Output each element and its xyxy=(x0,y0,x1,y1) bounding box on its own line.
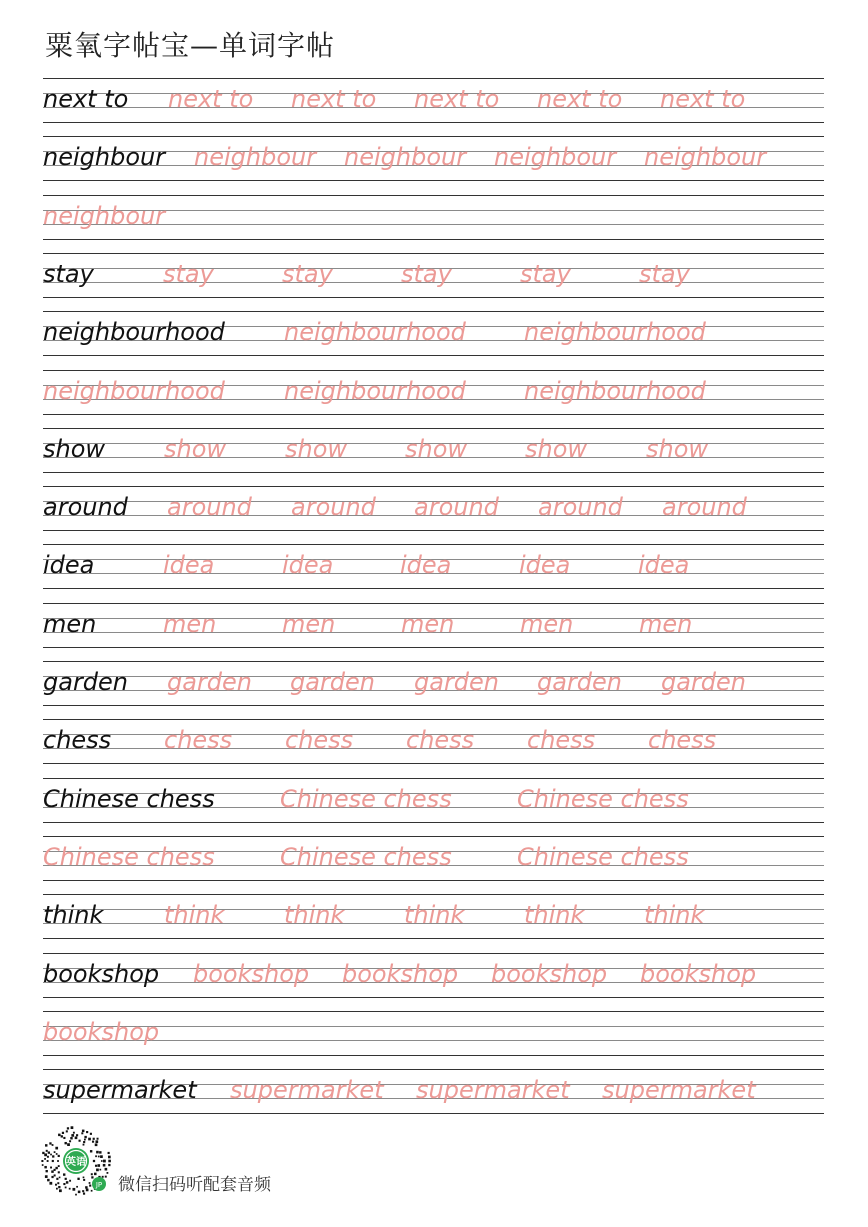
trace-word: neighbour xyxy=(494,143,617,172)
writing-row xyxy=(43,486,824,530)
trace-word: garden xyxy=(537,668,623,696)
trace-word: stay xyxy=(639,259,690,288)
writing-row xyxy=(43,1011,824,1055)
guide-line xyxy=(43,1113,824,1114)
trace-word: stay xyxy=(520,259,571,288)
model-word: next to xyxy=(43,85,129,113)
guide-line xyxy=(43,661,824,662)
writing-row xyxy=(43,661,824,705)
guide-line xyxy=(43,822,824,823)
audio-caption: 微信扫码听配套音频 xyxy=(118,1175,271,1195)
guide-line xyxy=(43,647,824,648)
trace-word: Chinese chess xyxy=(280,784,452,813)
trace-word: bookshop xyxy=(342,959,459,988)
trace-word: bookshop xyxy=(640,959,757,988)
guide-line xyxy=(43,938,824,939)
trace-word: stay xyxy=(401,259,452,288)
page-title: 粟氧字帖宝—单词字帖 xyxy=(45,29,336,62)
writing-row xyxy=(43,370,824,414)
trace-word: think xyxy=(524,901,585,930)
guide-line xyxy=(43,239,824,240)
trace-word: Chinese chess xyxy=(517,784,689,813)
guide-line xyxy=(43,311,824,312)
trace-word: think xyxy=(644,901,705,930)
qr-corner-label: JP xyxy=(95,1181,103,1189)
guide-line xyxy=(43,414,824,415)
trace-word: chess xyxy=(648,726,717,755)
trace-word: around xyxy=(538,493,623,522)
model-word: idea xyxy=(43,551,95,580)
trace-word: idea xyxy=(282,551,334,580)
writing-row xyxy=(43,311,824,355)
writing-row xyxy=(43,603,824,647)
trace-word: idea xyxy=(400,551,452,580)
guide-line xyxy=(43,486,824,487)
guide-line xyxy=(43,953,824,954)
writing-row xyxy=(43,136,824,180)
guide-line xyxy=(43,136,824,137)
trace-word: around xyxy=(291,493,376,522)
trace-word: neighbour xyxy=(43,201,166,230)
trace-word: garden xyxy=(661,668,747,696)
trace-word: neighbourhood xyxy=(43,376,225,405)
guide-line xyxy=(43,195,824,196)
writing-row xyxy=(43,778,824,822)
writing-row xyxy=(43,78,824,122)
trace-word: men xyxy=(520,609,574,638)
guide-line xyxy=(43,719,824,720)
trace-word: neighbour xyxy=(344,143,467,172)
model-word: stay xyxy=(43,259,94,288)
writing-row xyxy=(43,953,824,997)
trace-word: bookshop xyxy=(491,959,608,988)
trace-word: neighbour xyxy=(194,143,317,172)
trace-word: stay xyxy=(163,259,214,288)
model-word: neighbour xyxy=(43,143,166,172)
trace-word: think xyxy=(404,901,465,930)
writing-row xyxy=(43,894,824,938)
guide-line xyxy=(43,1055,824,1056)
trace-word: next to xyxy=(168,85,254,113)
qr-badge-label: 英语 xyxy=(66,1157,86,1168)
model-word: supermarket xyxy=(43,1076,197,1105)
trace-word: supermarket xyxy=(230,1076,384,1105)
trace-word: idea xyxy=(163,551,215,580)
trace-word: next to xyxy=(291,85,377,113)
writing-row xyxy=(43,195,824,239)
model-word: show xyxy=(43,434,106,463)
guide-line xyxy=(43,1011,824,1012)
guide-line xyxy=(43,428,824,429)
guide-line xyxy=(43,778,824,779)
guide-line xyxy=(43,78,824,79)
guide-line xyxy=(43,588,824,589)
guide-line xyxy=(43,894,824,895)
guide-line xyxy=(43,180,824,181)
guide-line xyxy=(43,1069,824,1070)
writing-row xyxy=(43,1069,824,1113)
trace-word: idea xyxy=(638,551,690,580)
trace-word: stay xyxy=(282,259,333,288)
trace-word: show xyxy=(646,434,709,463)
trace-word: garden xyxy=(290,668,376,696)
trace-word: neighbourhood xyxy=(284,376,466,405)
guide-line xyxy=(43,472,824,473)
trace-word: show xyxy=(525,434,588,463)
model-word: neighbourhood xyxy=(43,318,225,347)
guide-line xyxy=(43,530,824,531)
guide-line xyxy=(43,763,824,764)
writing-row xyxy=(43,836,824,880)
model-word: Chinese chess xyxy=(43,784,215,813)
model-word: garden xyxy=(43,668,129,696)
writing-row xyxy=(43,253,824,297)
writing-row xyxy=(43,544,824,588)
trace-word: supermarket xyxy=(416,1076,570,1105)
trace-word: next to xyxy=(537,85,623,113)
trace-word: bookshop xyxy=(193,959,310,988)
trace-word: think xyxy=(164,901,225,930)
guide-line xyxy=(43,253,824,254)
trace-word: think xyxy=(284,901,345,930)
model-word: men xyxy=(43,609,97,638)
trace-word: next to xyxy=(414,85,500,113)
trace-word: neighbourhood xyxy=(524,376,706,405)
model-word: think xyxy=(43,901,104,930)
guide-line xyxy=(43,1026,824,1027)
guide-line xyxy=(43,603,824,604)
trace-word: Chinese chess xyxy=(517,842,689,871)
trace-word: show xyxy=(164,434,227,463)
trace-word: supermarket xyxy=(602,1076,756,1105)
model-word: bookshop xyxy=(43,959,160,988)
model-word: around xyxy=(43,493,128,522)
trace-word: garden xyxy=(167,668,253,696)
trace-word: neighbourhood xyxy=(524,318,706,347)
guide-line xyxy=(43,355,824,356)
guide-line xyxy=(43,297,824,298)
trace-word: next to xyxy=(660,85,746,113)
trace-word: chess xyxy=(527,726,596,755)
guide-line xyxy=(43,880,824,881)
trace-word: men xyxy=(401,609,455,638)
model-word: chess xyxy=(43,726,112,755)
writing-row xyxy=(43,719,824,763)
trace-word: bookshop xyxy=(43,1017,160,1046)
guide-line xyxy=(43,1040,824,1041)
trace-word: Chinese chess xyxy=(280,842,452,871)
trace-word: men xyxy=(163,609,217,638)
trace-word: around xyxy=(414,493,499,522)
guide-line xyxy=(43,122,824,123)
trace-word: show xyxy=(405,434,468,463)
trace-word: Chinese chess xyxy=(43,842,215,871)
writing-row xyxy=(43,428,824,472)
guide-line xyxy=(43,370,824,371)
trace-word: men xyxy=(282,609,336,638)
trace-word: men xyxy=(639,609,693,638)
trace-word: show xyxy=(285,434,348,463)
trace-word: chess xyxy=(285,726,354,755)
guide-line xyxy=(43,705,824,706)
trace-word: neighbourhood xyxy=(284,318,466,347)
trace-word: neighbour xyxy=(644,143,767,172)
trace-word: chess xyxy=(406,726,475,755)
guide-line xyxy=(43,544,824,545)
qr-code-icon[interactable] xyxy=(41,1126,111,1196)
guide-line xyxy=(43,836,824,837)
trace-word: chess xyxy=(164,726,233,755)
trace-word: idea xyxy=(519,551,571,580)
guide-line xyxy=(43,997,824,998)
trace-word: garden xyxy=(414,668,500,696)
trace-word: around xyxy=(167,493,252,522)
trace-word: around xyxy=(662,493,747,522)
footer xyxy=(41,1126,441,1198)
